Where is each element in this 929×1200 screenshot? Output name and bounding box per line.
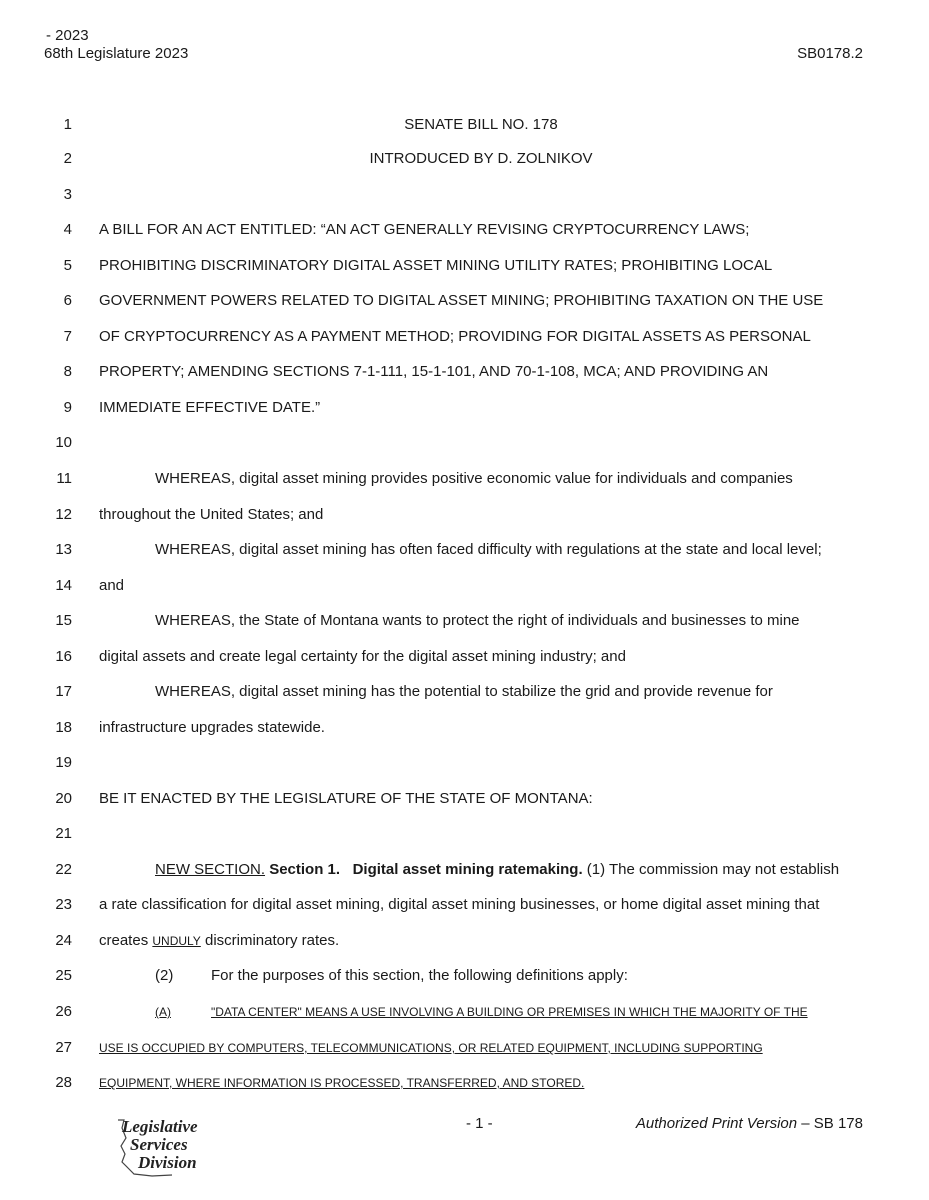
line-number: 17 [55, 683, 72, 700]
line-26 [0, 1000, 929, 1024]
title-text: PROHIBITING DISCRIMINATORY DIGITAL ASSET MINING UTILITY RATES; PROHIBITING LOCAL [99, 257, 773, 274]
line-number: 14 [55, 577, 72, 594]
logo-line: Legislative [122, 1117, 198, 1136]
inserted-text: "DATA CENTER" MEANS A USE INVOLVING A BUILDING OR PREMISES IN WHICH THE MAJORITY OF THE [211, 1005, 808, 1019]
title-text: GOVERNMENT POWERS RELATED TO DIGITAL ASSET MINING; PROHIBITING TAXATION ON THE USE [99, 292, 824, 309]
whereas-text: WHEREAS, digital asset mining provides positive economic value for individuals and companies [155, 470, 793, 487]
whereas-text: infrastructure upgrades statewide. [99, 719, 325, 736]
line-number: 18 [55, 719, 72, 736]
section-text [99, 929, 339, 953]
line-number: 11 [56, 470, 72, 487]
enacting-clause: BE IT ENACTED BY THE LEGISLATURE OF THE STATE OF MONTANA: [99, 790, 593, 807]
inserted-text: UNDULY [152, 934, 201, 948]
line-number: 16 [55, 648, 72, 665]
line-number: 13 [55, 541, 72, 558]
line-number: 5 [63, 257, 72, 274]
line-11 [0, 467, 929, 491]
logo-line: Services [130, 1135, 188, 1154]
print-version-bill: – SB 178 [797, 1115, 863, 1132]
line-3 [0, 183, 929, 207]
line-number: 20 [55, 790, 72, 807]
new-section-label: NEW SECTION. [155, 861, 266, 878]
line-number: 28 [55, 1074, 72, 1091]
subsection-marker: (A) [155, 1005, 171, 1019]
line-17 [0, 680, 929, 704]
subsection-marker: (2) [155, 967, 174, 984]
text-run: discriminatory rates. [200, 932, 340, 949]
subsection-text: For the purposes of this section, the following definitions apply: [211, 967, 628, 984]
title-text: PROPERTY; AMENDING SECTIONS 7-1-111, 15-1-101, AND 70-1-108, MCA; AND PROVIDING AN [99, 363, 769, 380]
section-number: Section 1. [269, 861, 341, 878]
line-24 [0, 929, 929, 953]
line-15 [0, 609, 929, 633]
line-number: 10 [55, 434, 72, 451]
line-1 [0, 113, 929, 137]
line-number: 3 [63, 186, 72, 203]
line-number: 27 [55, 1039, 72, 1056]
line-5 [0, 254, 929, 278]
line-number: 21 [55, 825, 72, 842]
section-heading [155, 858, 839, 882]
print-version-label: Authorized Print Version [635, 1115, 798, 1132]
text-run: creates [99, 932, 153, 949]
whereas-text: digital assets and create legal certainty for the digital asset mining industry; and [99, 648, 626, 665]
line-number: 9 [63, 399, 72, 416]
line-9 [0, 396, 929, 420]
line-22 [0, 858, 929, 882]
logo-line: Division [138, 1153, 197, 1172]
line-12 [0, 503, 929, 527]
line-number: 22 [55, 861, 72, 878]
whereas-text: WHEREAS, digital asset mining has often faced difficulty with regulations at the state and local level; [155, 541, 822, 558]
line-number: 23 [55, 896, 72, 913]
whereas-text: throughout the United States; and [99, 506, 324, 523]
line-27 [0, 1036, 929, 1060]
page-number: - 1 - [466, 1115, 493, 1132]
line-21 [0, 822, 929, 846]
title-text: IMMEDIATE EFFECTIVE DATE.” [99, 399, 321, 416]
session-label: - 2023 [46, 27, 89, 44]
line-23 [0, 893, 929, 917]
line-number: 1 [63, 116, 72, 133]
line-number: 25 [55, 967, 72, 984]
section-title: Digital asset mining ratemaking. [352, 861, 583, 878]
whereas-text: WHEREAS, digital asset mining has the potential to stabilize the grid and provide revenue for [155, 683, 773, 700]
line-number: 12 [55, 506, 72, 523]
line-number: 19 [55, 754, 72, 771]
line-19 [0, 751, 929, 775]
bill-code: SB0178.2 [797, 45, 863, 62]
whereas-text: and [99, 577, 125, 594]
line-number: 26 [55, 1003, 72, 1020]
section-text: a rate classification for digital asset mining, digital asset mining businesses, or home digital asset mining that [99, 896, 820, 913]
print-version [636, 1115, 863, 1132]
line-number: 2 [63, 150, 72, 167]
line-10 [0, 431, 929, 455]
section-text: (1) The commission may not establish [582, 861, 840, 878]
line-number: 24 [55, 932, 72, 949]
line-16 [0, 645, 929, 669]
line-2 [0, 147, 929, 171]
line-20 [0, 787, 929, 811]
title-text: A BILL FOR AN ACT ENTITLED: “AN ACT GENERALLY REVISING CRYPTOCURRENCY LAWS; [99, 221, 750, 238]
line-25 [0, 964, 929, 988]
line-13 [0, 538, 929, 562]
line-8 [0, 360, 929, 384]
legislature-label: 68th Legislature 2023 [44, 45, 189, 62]
inserted-text: USE IS OCCUPIED BY COMPUTERS, TELECOMMUNICATIONS, OR RELATED EQUIPMENT, INCLUDING SUPPORTING [99, 1041, 763, 1055]
title-text: OF CRYPTOCURRENCY AS A PAYMENT METHOD; PROVIDING FOR DIGITAL ASSETS AS PERSONAL [99, 328, 811, 345]
inserted-text: EQUIPMENT, WHERE INFORMATION IS PROCESSED, TRANSFERRED, AND STORED. [99, 1076, 585, 1090]
line-number: 6 [63, 292, 72, 309]
bill-title: SENATE BILL NO. 178 [404, 116, 558, 133]
line-14 [0, 574, 929, 598]
line-28 [0, 1071, 929, 1095]
line-number: 8 [63, 363, 72, 380]
legislative-services-logo [112, 1116, 222, 1180]
line-6 [0, 289, 929, 313]
line-4 [0, 218, 929, 242]
whereas-text: WHEREAS, the State of Montana wants to protect the right of individuals and businesses to mine [155, 612, 800, 629]
line-7 [0, 325, 929, 349]
line-number: 7 [63, 328, 72, 345]
line-18 [0, 716, 929, 740]
line-number: 15 [55, 612, 72, 629]
line-number: 4 [63, 221, 72, 238]
sponsor: INTRODUCED BY D. ZOLNIKOV [369, 150, 593, 167]
